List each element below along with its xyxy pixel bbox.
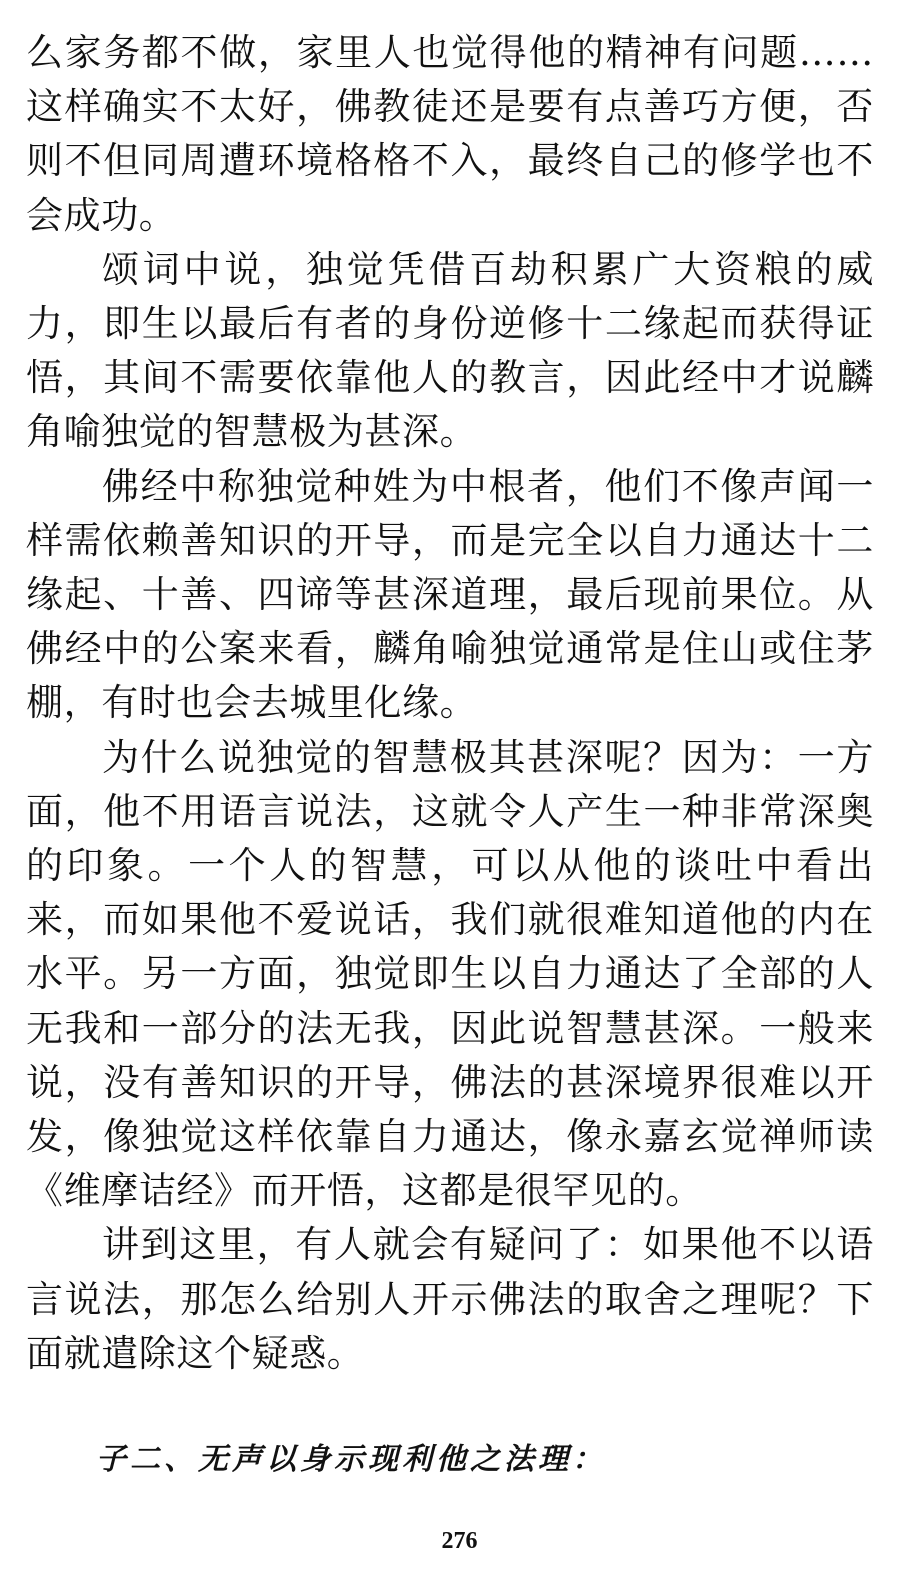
body-text bbox=[26, 26, 874, 1381]
section-heading: 子二、无声以身示现利他之法理： bbox=[96, 1442, 606, 1477]
paragraph: 颂词中说，独觉凭借百劫积累广大资粮的威力，即生以最后有者的身份逆修十二缘起而获得证悟，其间不需要依靠他人的教言，因此经中才说麟角喻独觉的智慧极为甚深。 bbox=[26, 247, 874, 454]
page-number: 276 bbox=[441, 1528, 478, 1554]
paragraph-continued: 么家务都不做，家里人也觉得他的精神有问题……这样确实不太好，佛教徒还是要有点善巧方便，否则不但同周遭环境格格不入，最终自己的修学也不会成功。 bbox=[26, 31, 874, 237]
paragraph: 佛经中称独觉种姓为中根者，他们不像声闻一样需依赖善知识的开导，而是完全以自力通达十二缘起、十善、四谛等甚深道理，最后现前果位。从佛经中的公案来看，麟角喻独觉通常是住山或住茅棚，有时也会去城里化缘。 bbox=[26, 464, 874, 725]
paragraph: 讲到这里，有人就会有疑问了：如果他不以语言说法，那怎么给别人开示佛法的取舍之理呢？下面就遣除这个疑惑。 bbox=[26, 1223, 874, 1375]
paragraph: 为什么说独觉的智慧极其甚深呢？因为：一方面，他不用语言说法，这就令人产生一种非常深奥的印象。一个人的智慧，可以从他的谈吐中看出来，而如果他不爱说话，我们就很难知道他的内在水平。另一方面，独觉即生以自力通达了全部的人无我和一部分的法无我，因此说智慧甚深。一般来说，没有善知识的开导，佛法的甚深境界很难以开发，像独觉这样依靠自力通达，像永嘉玄觉禅师读《维摩诘经》而开悟，这都是很罕见的。 bbox=[26, 735, 874, 1213]
